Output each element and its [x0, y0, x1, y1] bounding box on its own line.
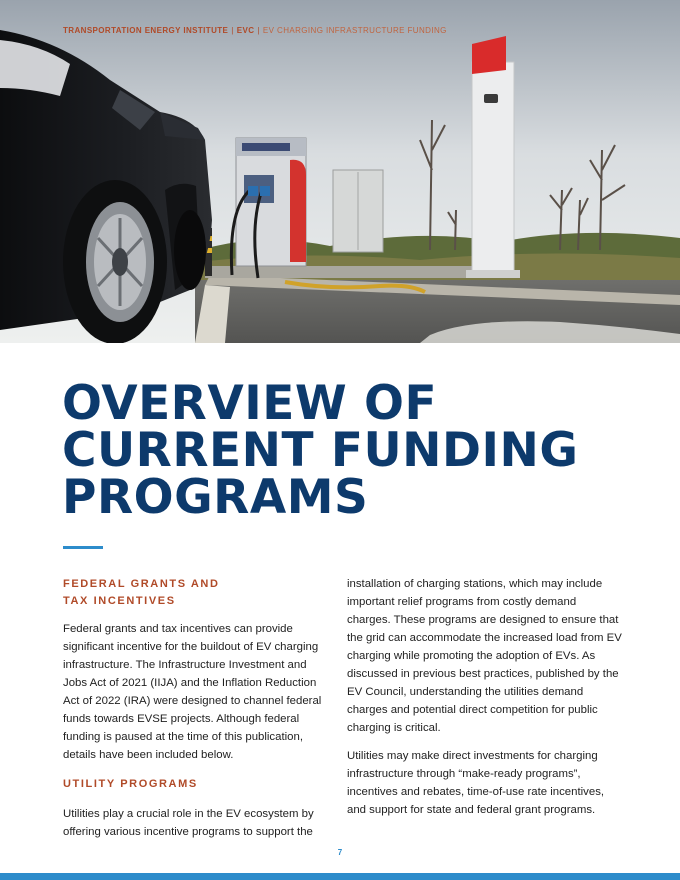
utility-body-paragraph-2: Utilities may make direct investments for charging infrastructure through “make-ready programs”, incentives and rebates, time-of-use rate incentives, and support for state and federal grant programs.: [347, 750, 605, 816]
title-accent-rule: [63, 546, 103, 549]
header-separator-2: |: [257, 26, 260, 35]
ev-charging-station-illustration: [0, 0, 680, 343]
utility-body-paragraph-continued: installation of charging stations, which may include important relief programs from costly demand charges. These programs are designed to ensure that the grid can accommodate the increased load from EV charging while promoting the adoption of EVs. As discussed in previous best practices, published by the EV Council, understanding the utilities demand charges and potential direct competition for public charging is critical.: [347, 578, 622, 734]
charger-unit: [231, 138, 306, 278]
section-heading-federal-line-1: FEDERAL GRANTS AND: [63, 578, 220, 590]
left-column: [63, 576, 325, 841]
utility-body-paragraph-start: Utilities play a crucial role in the EV ecosystem by offering various incentive programs to support the: [63, 808, 314, 838]
header-separator: |: [231, 26, 234, 35]
federal-body-paragraph: Federal grants and tax incentives can provide significant incentive for the buildout of EV charging infrastructure. The Infrastructure Investment and Jobs Act of 2021 (IIJA) and the Inflation Reduction Act of 2022 (IRA) were designed to channel federal funds towards EVSE projects. Although federal funding is paused at the time of this publication, details have been included below.: [63, 623, 322, 761]
running-header: [63, 26, 447, 35]
hero-photo: [0, 0, 680, 343]
section-heading-federal: [63, 576, 325, 610]
header-short-name: EVC: [236, 26, 255, 35]
page-title-line-2: CURRENT FUNDING: [62, 423, 579, 478]
page-title-line-3: PROGRAMS: [62, 470, 369, 525]
page-title-line-1: OVERVIEW OF: [62, 376, 438, 431]
ev-car-icon: [484, 94, 498, 103]
right-column: [347, 575, 622, 819]
charging-sign-totem: [466, 36, 520, 278]
header-topic: EV CHARGING INFRASTRUCTURE FUNDING: [262, 26, 447, 35]
section-heading-federal-line-2: TAX INCENTIVES: [63, 595, 176, 607]
section-heading-utility: UTILITY PROGRAMS: [63, 778, 198, 790]
footer-accent-bar: [0, 873, 680, 880]
page-title: [62, 376, 642, 525]
header-org-name: TRANSPORTATION ENERGY INSTITUTE: [63, 26, 229, 35]
page-number: 7: [337, 848, 343, 857]
